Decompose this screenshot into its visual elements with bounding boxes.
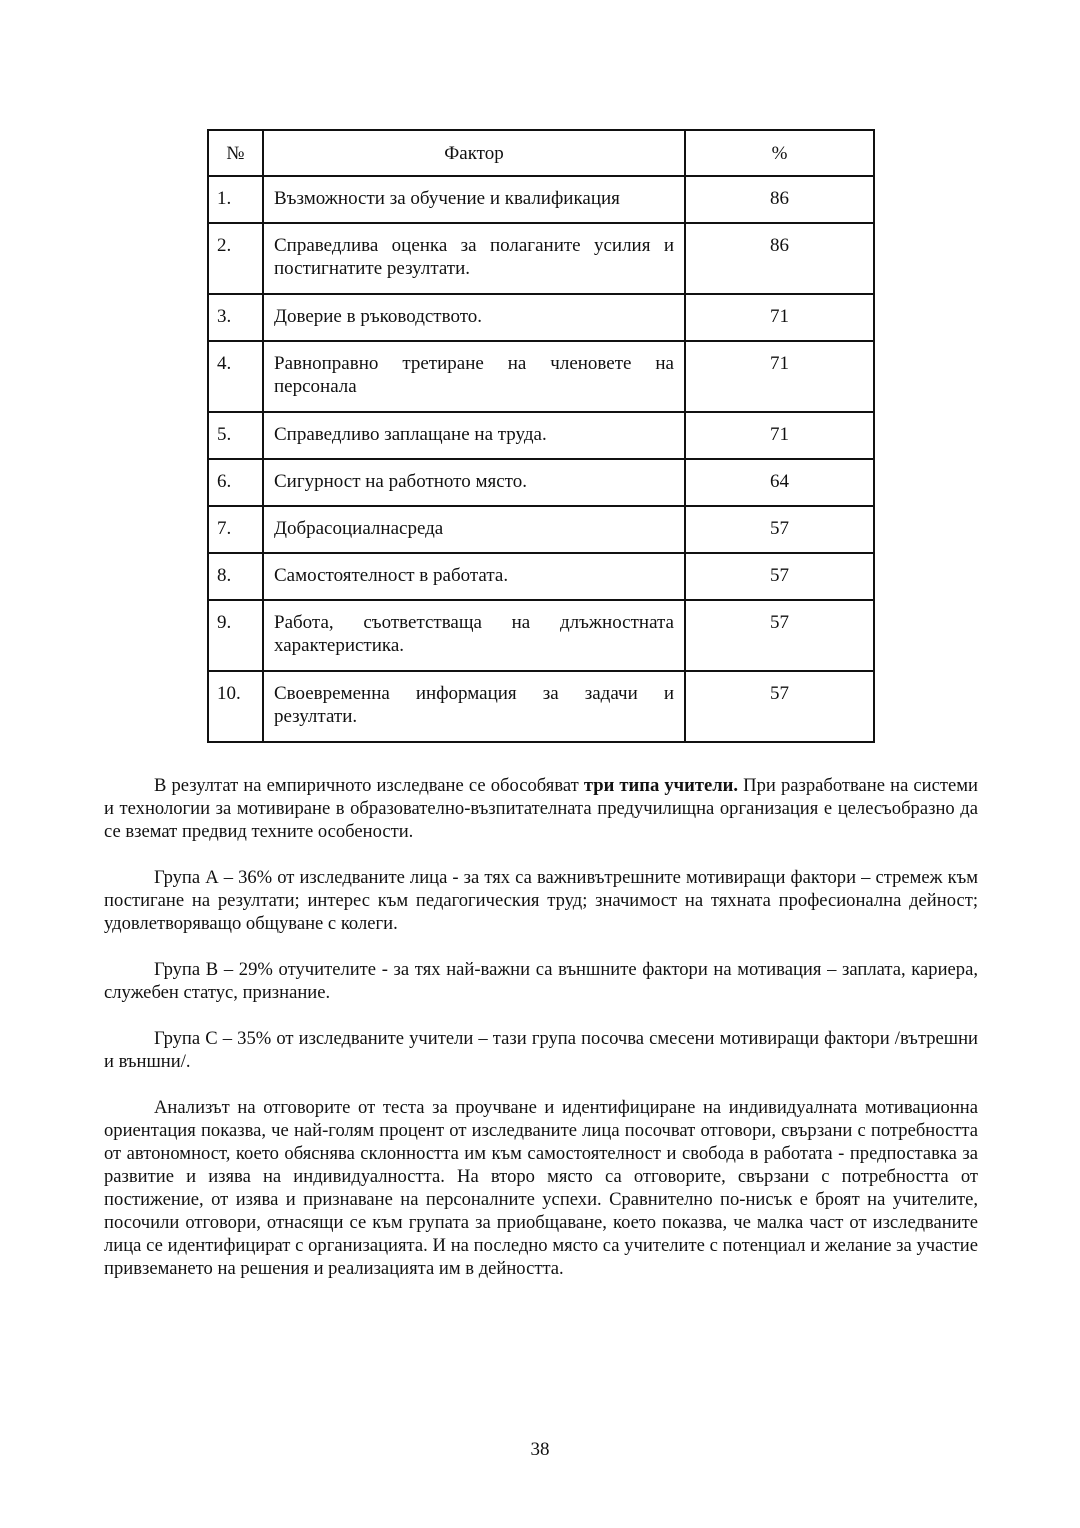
bold-text: три типа учители. bbox=[583, 775, 739, 796]
text: В резултат на емпиричното изследване се обособяват bbox=[154, 775, 584, 796]
body-text bbox=[104, 774, 978, 1303]
paragraph-group-a: Група А – 36% от изследваните лица - за тях са важнивътрешните мотивиращи фактори – стремеж към постигане на резултати; интерес към педагогическия труд; значимост на тяхната професионална дейност; удовлетворяващо общуване с колеги. bbox=[104, 867, 978, 934]
table-row bbox=[208, 671, 874, 742]
header-percent: % bbox=[685, 130, 874, 176]
cell-number: 3. bbox=[208, 294, 263, 341]
cell-percent: 86 bbox=[685, 223, 874, 294]
cell-factor: Доверие в ръководството. bbox=[263, 294, 685, 341]
header-factor: Фактор bbox=[263, 130, 685, 176]
table-row bbox=[208, 553, 874, 600]
cell-percent: 57 bbox=[685, 506, 874, 553]
cell-number: 5. bbox=[208, 412, 263, 459]
cell-factor: Сигурност на работното място. bbox=[263, 459, 685, 506]
cell-factor: Самостоятелност в работата. bbox=[263, 553, 685, 600]
factors-table bbox=[207, 129, 875, 743]
cell-number: 8. bbox=[208, 553, 263, 600]
cell-factor: Справедливо заплащане на труда. bbox=[263, 412, 685, 459]
cell-number: 7. bbox=[208, 506, 263, 553]
cell-percent: 71 bbox=[685, 341, 874, 412]
table-row bbox=[208, 176, 874, 223]
cell-factor: Възможности за обучение и квалификация bbox=[263, 176, 685, 223]
table-row bbox=[208, 412, 874, 459]
table-row bbox=[208, 459, 874, 506]
text: При разработване на системи и технологии за мотивиране в образователно-възпитателната предучилищна организация е целесъобразно да се вземат предвид техните особености. bbox=[104, 775, 978, 842]
cell-percent: 57 bbox=[685, 553, 874, 600]
cell-percent: 86 bbox=[685, 176, 874, 223]
cell-number: 6. bbox=[208, 459, 263, 506]
cell-number: 4. bbox=[208, 341, 263, 412]
table-row bbox=[208, 506, 874, 553]
table-row bbox=[208, 341, 874, 412]
header-number: № bbox=[208, 130, 263, 176]
cell-number: 9. bbox=[208, 600, 263, 671]
cell-factor: Добрасоциалнасреда bbox=[263, 506, 685, 553]
cell-percent: 64 bbox=[685, 459, 874, 506]
paragraph-group-c: Група С – 35% от изследваните учители – тази група посочва смесени мотивиращи фактори /вътрешни и външни/. bbox=[104, 1028, 978, 1072]
cell-number: 1. bbox=[208, 176, 263, 223]
cell-percent: 57 bbox=[685, 600, 874, 671]
cell-factor: Справедлива оценка за полаганите усилия и постигнатите резултати. bbox=[263, 223, 685, 294]
paragraph-analysis: Анализът на отговорите от теста за проучване и идентифициране на индивидуалната мотивационна ориентация показва, че най-голям процент от изследваните лица посочват отговори, свързани с потребността от автономност, което обяснява склонността им към самостоятелност и свобода в работата - предпоставка за развитие и изява на индивидуалността. На второ място са отговорите, свързани с потребността от постижение, от изява и признаване на персоналните успехи. Сравнително по-нисък е броят на учителите, посочили отговори, отнасящи се към групата за приобщаване, което показва, че малка част от изследваните лица се идентифицират с организацията. И на последно място са учителите с потенциал и желание за участие привземането на решения и реализацията им в дейността. bbox=[104, 1097, 978, 1279]
cell-number: 10. bbox=[208, 671, 263, 742]
table-row bbox=[208, 600, 874, 671]
table-row bbox=[208, 223, 874, 294]
cell-factor: Своевременна информация за задачи и резултати. bbox=[263, 671, 685, 742]
cell-factor: Равноправно третиране на членовете на персонала bbox=[263, 341, 685, 412]
page-number: 38 bbox=[530, 1439, 550, 1460]
cell-percent: 57 bbox=[685, 671, 874, 742]
cell-percent: 71 bbox=[685, 412, 874, 459]
cell-factor: Работа, съответстваща на длъжностната характеристика. bbox=[263, 600, 685, 671]
cell-percent: 71 bbox=[685, 294, 874, 341]
paragraph-group-b: Група В – 29% отучителите - за тях най-важни са външните фактори на мотивация – заплата, кариера, служебен статус, признание. bbox=[104, 959, 978, 1003]
cell-number: 2. bbox=[208, 223, 263, 294]
paragraph-teacher-types bbox=[104, 774, 978, 843]
table-row bbox=[208, 294, 874, 341]
